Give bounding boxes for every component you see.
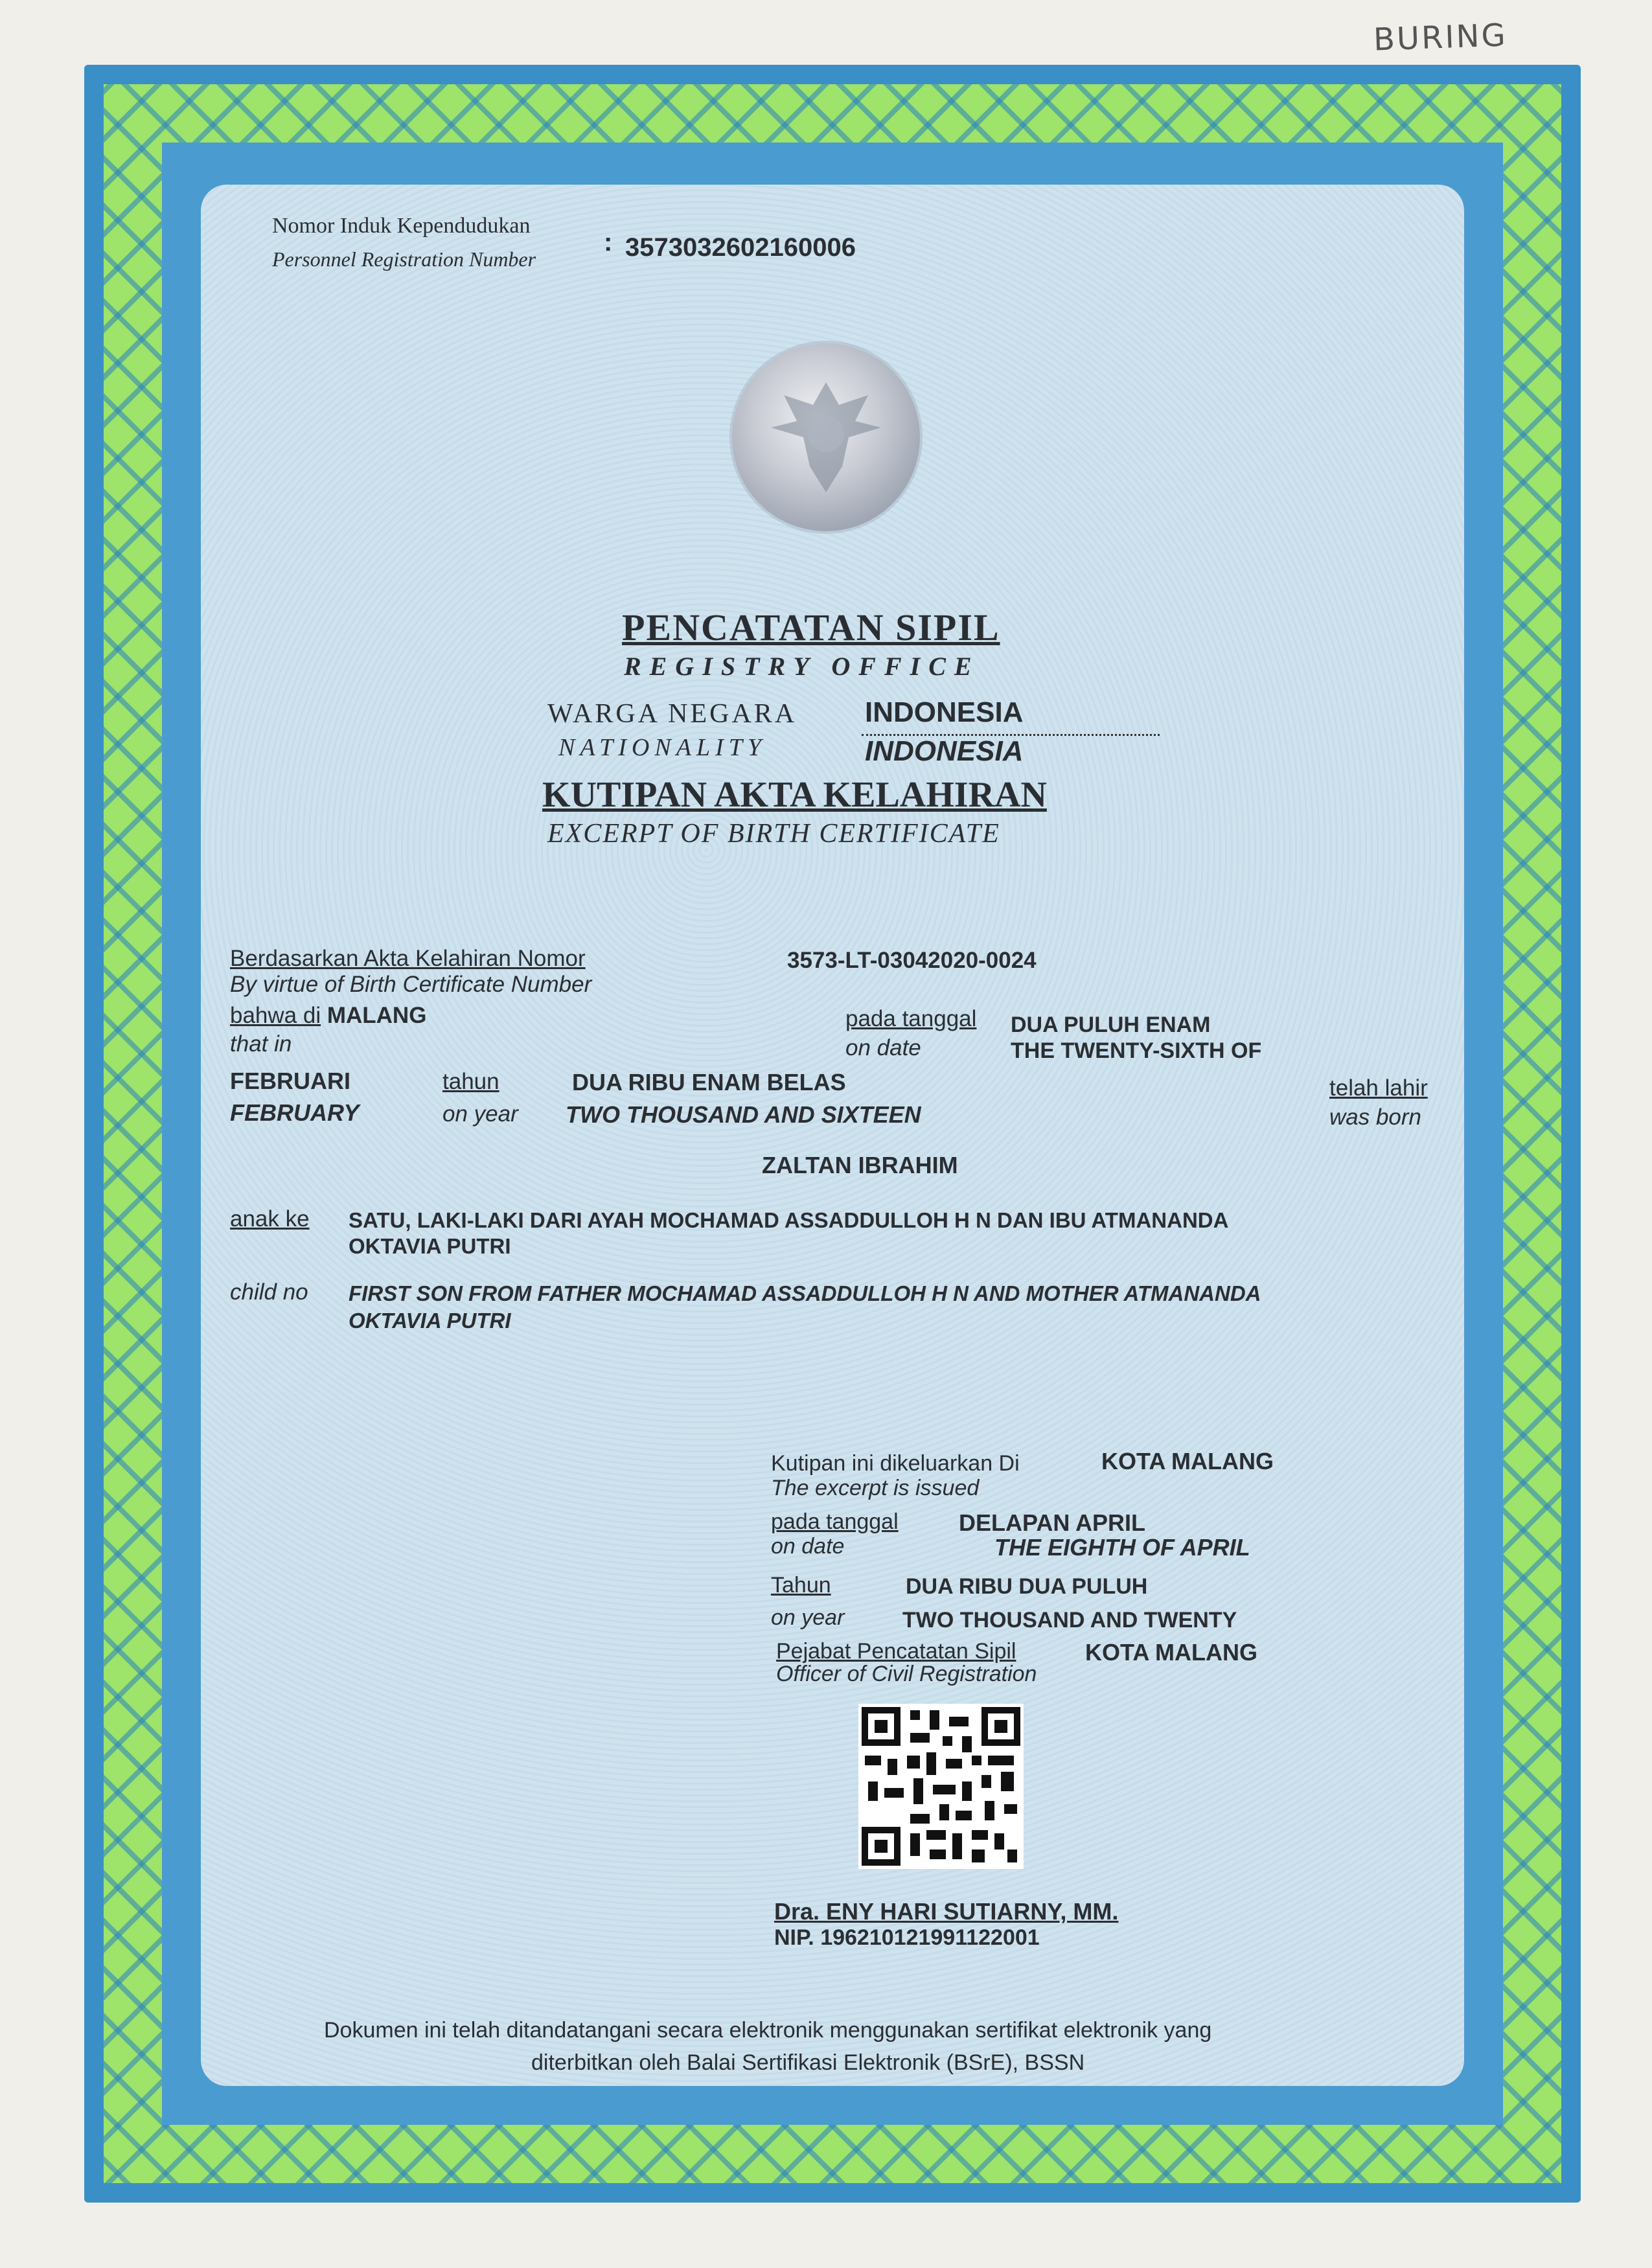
issued-label-id: Kutipan ini dikeluarkan Di [771,1451,1020,1476]
issue-date-label-id: pada tanggal [771,1509,899,1534]
garuda-hologram-emblem [732,343,920,531]
birth-year-label-id: tahun [442,1069,499,1094]
birth-date-label-en: on date [845,1035,921,1060]
birth-year-value-en: TWO THOUSAND AND SIXTEEN [566,1101,921,1128]
issue-year-value-id: DUA RIBU DUA PULUH [906,1574,1148,1599]
child-order-value-id-line1: SATU, LAKI-LAKI DARI AYAH MOCHAMAD ASSADDULLOH H N DAN IBU ATMANANDA [349,1208,1229,1232]
nik-value: 3573032602160006 [625,233,856,262]
birth-date-value-en: THE TWENTY-SIXTH OF [1011,1038,1262,1063]
basis-label-en: By virtue of Birth Certificate Number [230,972,592,997]
child-order-value-en-line1: FIRST SON FROM FATHER MOCHAMAD ASSADDULLOH H N AND MOTHER ATMANANDA [349,1281,1261,1305]
issue-year-value-en: TWO THOUSAND AND TWENTY [902,1608,1237,1632]
place-row [230,1003,426,1029]
officer-label-en: Officer of Civil Registration [776,1662,1037,1686]
issued-label-en: The excerpt is issued [771,1476,980,1500]
issue-date-label-en: on date [771,1534,845,1559]
birth-date-label-id: pada tanggal [845,1006,977,1031]
footer-line-1: Dokumen ini telah ditandatangani secara elektronik menggunakan sertifikat elektronik yang [324,2018,1212,2043]
nationality-label-id: WARGA NEGARA [547,699,797,729]
nik-label-id: Nomor Induk Kependudukan [272,214,531,238]
officer-place: KOTA MALANG [1085,1639,1257,1666]
birth-year-label-en: on year [442,1101,518,1127]
qr-code-icon [858,1704,1024,1869]
born-label-en: was born [1329,1105,1422,1130]
qr-code [858,1704,1024,1869]
basis-number: 3573-LT-03042020-0024 [787,948,1037,973]
document-title-id: KUTIPAN AKTA KELAHIRAN [542,775,1047,815]
child-order-value-id-line2: OKTAVIA PUTRI [349,1234,511,1258]
born-label-id: telah lahir [1329,1075,1428,1101]
nik-label-en: Personnel Registration Number [272,247,536,271]
registry-title-id: PENCATATAN SIPIL [622,606,1000,648]
document-title-en: EXCERPT OF BIRTH CERTIFICATE [547,819,1000,849]
basis-label-id: Berdasarkan Akta Kelahiran Nomor [230,946,586,971]
nik-colon: : [604,228,613,257]
place-value: MALANG [327,1003,427,1028]
signatory-name: Dra. ENY HARI SUTIARNY, MM. [774,1898,1119,1925]
nationality-label-en: NATIONALITY [558,734,766,761]
issue-year-label-id: Tahun [771,1573,831,1598]
issued-place: KOTA MALANG [1101,1448,1274,1474]
child-order-value-en-line2: OKTAVIA PUTRI [349,1309,511,1333]
child-order-label-id: anak ke [230,1206,310,1231]
garuda-icon [732,343,920,531]
signatory-nip: NIP. 196210121991122001 [774,1925,1040,1950]
nationality-value-en: INDONESIA [865,735,1024,767]
officer-label-id: Pejabat Pencatatan Sipil [776,1639,1016,1664]
child-name: ZALTAN IBRAHIM [762,1152,958,1178]
child-order-label-en: child no [230,1279,308,1305]
footer-line-2: diterbitkan oleh Balai Sertifikasi Elektronik (BSrE), BSSN [531,2050,1085,2075]
handwritten-note: BURING [1373,17,1508,58]
birth-year-value-id: DUA RIBU ENAM BELAS [572,1069,846,1095]
birth-month-id: FEBRUARI [230,1068,350,1094]
issue-date-value-en: THE EIGHTH OF APRIL [994,1534,1250,1561]
nationality-value-id: INDONESIA [865,696,1024,728]
registry-title-en: REGISTRY OFFICE [624,652,980,681]
birth-date-value-id: DUA PULUH ENAM [1011,1013,1211,1037]
issue-year-label-en: on year [771,1605,845,1630]
place-label-en: that in [230,1031,292,1057]
birth-month-en: FEBRUARY [230,1099,360,1126]
place-label-id: bahwa di [230,1003,321,1028]
issue-date-value-id: DELAPAN APRIL [959,1509,1145,1536]
